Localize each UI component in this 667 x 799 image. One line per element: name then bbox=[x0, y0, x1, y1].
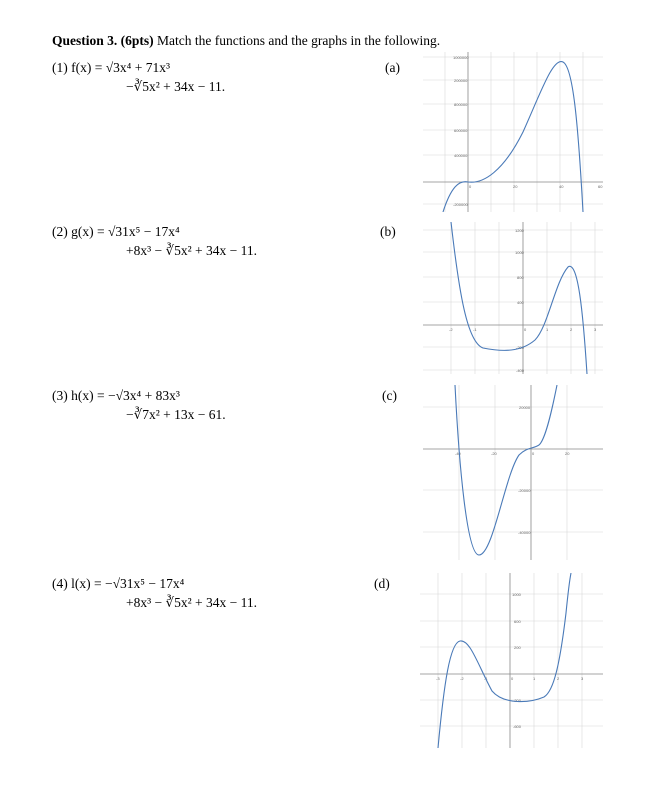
graph-d bbox=[420, 573, 603, 748]
graph-a-xtick: 60 bbox=[598, 184, 603, 189]
graph-b-xtick: 1 bbox=[546, 327, 549, 332]
graph-d-curve bbox=[438, 573, 571, 748]
graph-c-tag: (c) bbox=[382, 388, 397, 403]
graph-b bbox=[423, 222, 603, 374]
graph-d-xtick: 0 bbox=[511, 676, 514, 681]
graph-c bbox=[423, 385, 603, 560]
function-g-line2: +8x³ − ∛5x² + 34x − 11. bbox=[126, 243, 258, 258]
graph-d-xtick: 1 bbox=[533, 676, 536, 681]
question-heading bbox=[52, 33, 440, 49]
function-l bbox=[52, 574, 257, 612]
graph-d-xtick: -2 bbox=[460, 676, 464, 681]
graph-b-curve bbox=[451, 222, 587, 374]
graph-b-ytick: -400 bbox=[516, 368, 525, 373]
question-instructions: Match the functions and the graphs in the following. bbox=[153, 33, 441, 48]
function-h-line2: −∛7x² + 13x − 61. bbox=[126, 407, 226, 422]
graph-a-ytick: 200000 bbox=[454, 78, 468, 83]
graph-a-tag: (a) bbox=[385, 60, 400, 75]
graph-b-ytick: 800 bbox=[517, 275, 524, 280]
graph-b-ytick: 1200 bbox=[515, 228, 524, 233]
graph-d-ytick: 200 bbox=[514, 645, 521, 650]
function-f-line2: −∛5x² + 34x − 11. bbox=[126, 79, 226, 94]
function-g bbox=[52, 222, 257, 260]
graph-d-xtick: -3 bbox=[436, 676, 440, 681]
graph-c-xtick: -40 bbox=[455, 451, 461, 456]
graph-a-ytick: 400000 bbox=[454, 153, 468, 158]
graph-c-xtick: 20 bbox=[565, 451, 570, 456]
graph-d-ytick: -600 bbox=[513, 724, 522, 729]
graph-a-ytick: 600000 bbox=[454, 128, 468, 133]
graph-d-xtick: 2 bbox=[557, 676, 560, 681]
graph-c-ytick: -20000 bbox=[518, 488, 531, 493]
graph-a bbox=[423, 52, 603, 212]
graph-d-ytick: 1000 bbox=[512, 592, 521, 597]
function-f bbox=[52, 58, 225, 96]
graph-c-ytick: -40000 bbox=[518, 530, 531, 535]
function-l-line1: (4) l(x) = −√31x⁵ − 17x⁴ bbox=[52, 576, 185, 591]
graph-a-ytick: 800000 bbox=[454, 102, 468, 107]
graph-b-xtick: -1 bbox=[473, 327, 477, 332]
graph-a-xtick: 20 bbox=[513, 184, 518, 189]
graph-d-tag: (d) bbox=[374, 576, 390, 591]
graph-d-ytick: 600 bbox=[514, 619, 521, 624]
graph-a-xtick: 0 bbox=[469, 184, 472, 189]
graph-a-curve bbox=[443, 62, 583, 212]
graph-b-ytick: 400 bbox=[517, 300, 524, 305]
function-h-line1: (3) h(x) = −√3x⁴ + 83x³ bbox=[52, 388, 180, 403]
graph-c-curve bbox=[455, 385, 557, 555]
function-f-line1: (1) f(x) = √3x⁴ + 71x³ bbox=[52, 60, 170, 75]
graph-a-xtick: 40 bbox=[559, 184, 564, 189]
graph-b-xtick: 0 bbox=[524, 327, 527, 332]
graph-a-ytick: 1000000 bbox=[453, 55, 469, 60]
function-g-line1: (2) g(x) = √31x⁵ − 17x⁴ bbox=[52, 224, 180, 239]
graph-b-ytick: 1000 bbox=[515, 250, 524, 255]
graph-b-ytick: -200 bbox=[516, 345, 525, 350]
graph-b-xtick: 3 bbox=[594, 327, 597, 332]
graph-a-ytick: -200000 bbox=[453, 202, 468, 207]
graph-b-xtick: 2 bbox=[570, 327, 573, 332]
graph-b-tag: (b) bbox=[380, 224, 396, 239]
graph-d-ytick: -200 bbox=[513, 698, 522, 703]
graph-c-xtick: 0 bbox=[532, 451, 535, 456]
graph-d-xtick: 3 bbox=[581, 676, 584, 681]
function-l-line2: +8x³ − ∛5x² + 34x − 11. bbox=[126, 595, 258, 610]
graph-d-xtick: -1 bbox=[484, 676, 488, 681]
function-h bbox=[52, 386, 226, 424]
graph-c-xtick: -20 bbox=[491, 451, 497, 456]
question-number: Question 3. (6pts) bbox=[52, 33, 154, 48]
graph-b-xtick: -2 bbox=[449, 327, 453, 332]
graph-c-ytick: 20000 bbox=[519, 405, 531, 410]
